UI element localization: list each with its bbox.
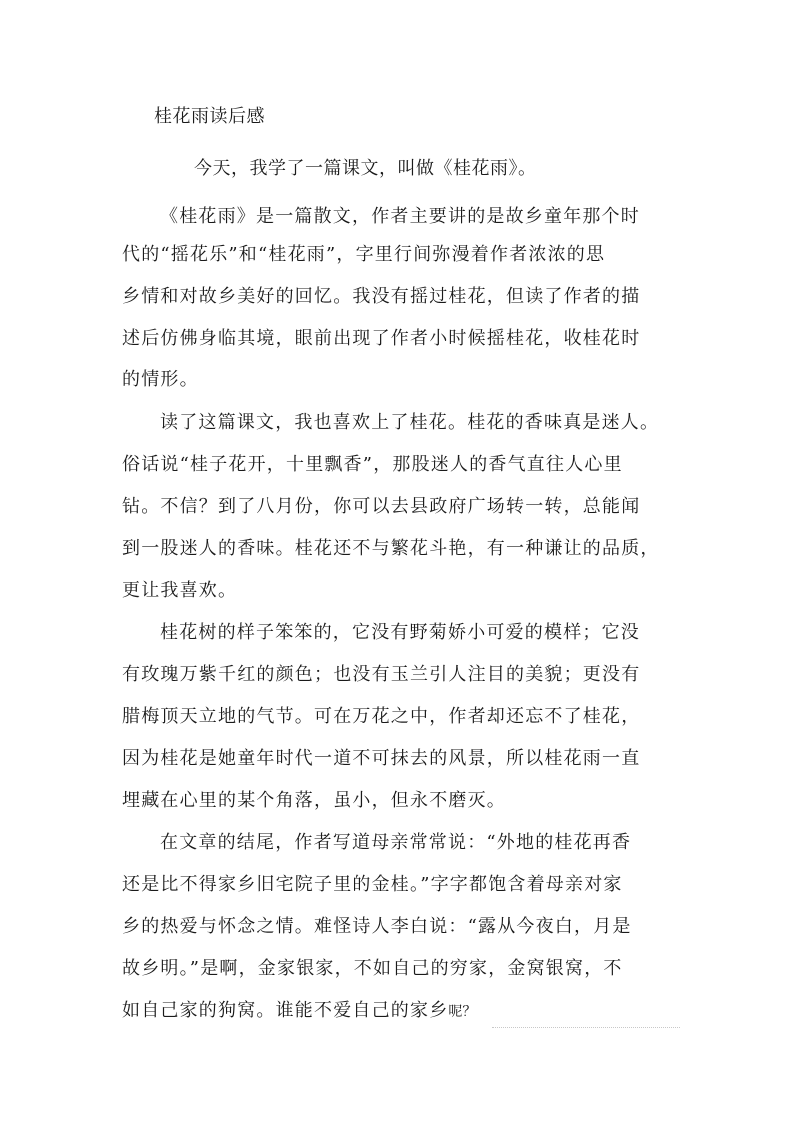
paragraph-4-line-2: 还是比不得家乡旧宅院子里的金桂。”字字都饱含着母亲对家 xyxy=(122,874,623,895)
footer-dotted-rule xyxy=(492,1027,680,1028)
paragraph-3-line-5: 埋藏在心里的某个角落，虽小，但永不磨灭。 xyxy=(122,790,506,811)
paragraph-1-line-4: 述后仿佛身临其境，眼前出现了作者小时候摇桂花，收桂花时 xyxy=(122,328,641,349)
paragraph-2-line-4: 到一股迷人的香味。桂花还不与繁花斗艳，有一种谦让的品质， xyxy=(122,538,660,559)
paragraph-3-line-2: 有玫瑰万紫千红的颜色；也没有玉兰引人注目的美貌；更没有 xyxy=(122,664,641,685)
paragraph-2-line-5: 更让我喜欢。 xyxy=(122,580,238,601)
paragraph-3-line-4: 因为桂花是她童年时代一道不可抹去的风景，所以桂花雨一直 xyxy=(122,748,641,769)
paragraph-4-line-5 xyxy=(122,998,476,1025)
paragraph-4-tail: 呢？ xyxy=(448,1004,477,1020)
paragraph-4-line-3: 乡的热爱与怀念之情。难怪诗人李白说：“露从今夜白，月是 xyxy=(122,916,632,937)
paragraph-3-line-1: 桂花树的样子笨笨的，它没有野菊娇小可爱的模样；它没 xyxy=(160,622,640,643)
paragraph-1-line-2: 代的“摇花乐”和“桂花雨”，字里行间弥漫着作者浓浓的思 xyxy=(122,244,606,265)
paragraph-2-line-3: 钻。不信？到了八月份，你可以去县政府广场转一转，总能闻 xyxy=(122,496,641,517)
paragraph-2-line-2: 俗话说“桂子花开，十里飘香”，那股迷人的香气直往人心里 xyxy=(122,454,623,475)
paragraph-2-line-1: 读了这篇课文，我也喜欢上了桂花。桂花的香味真是迷人。 xyxy=(160,412,660,433)
paragraph-4-line-5-text: 如自己家的狗窝。谁能不爱自己的家乡 xyxy=(122,1000,449,1021)
paragraph-3-line-3: 腊梅顶天立地的气节。可在万花之中，作者却还忘不了桂花， xyxy=(122,706,641,727)
paragraph-1-line-5: 的情形。 xyxy=(122,369,199,390)
document-title: 桂花雨读后感 xyxy=(154,106,265,127)
paragraph-4-line-1: 在文章的结尾，作者写道母亲常常说：“外地的桂花再香 xyxy=(160,832,632,853)
paragraph-4-line-4: 故乡明。”是啊，金家银家，不如自己的穷家，金窝银窝，不 xyxy=(122,958,623,979)
paragraph-1-line-3: 乡情和对故乡美好的回忆。我没有摇过桂花，但读了作者的描 xyxy=(122,286,641,307)
intro-line: 今天，我学了一篇课文，叫做《桂花雨》。 xyxy=(194,158,537,179)
paragraph-1-line-1: 《桂花雨》是一篇散文，作者主要讲的是故乡童年那个时 xyxy=(160,206,640,227)
